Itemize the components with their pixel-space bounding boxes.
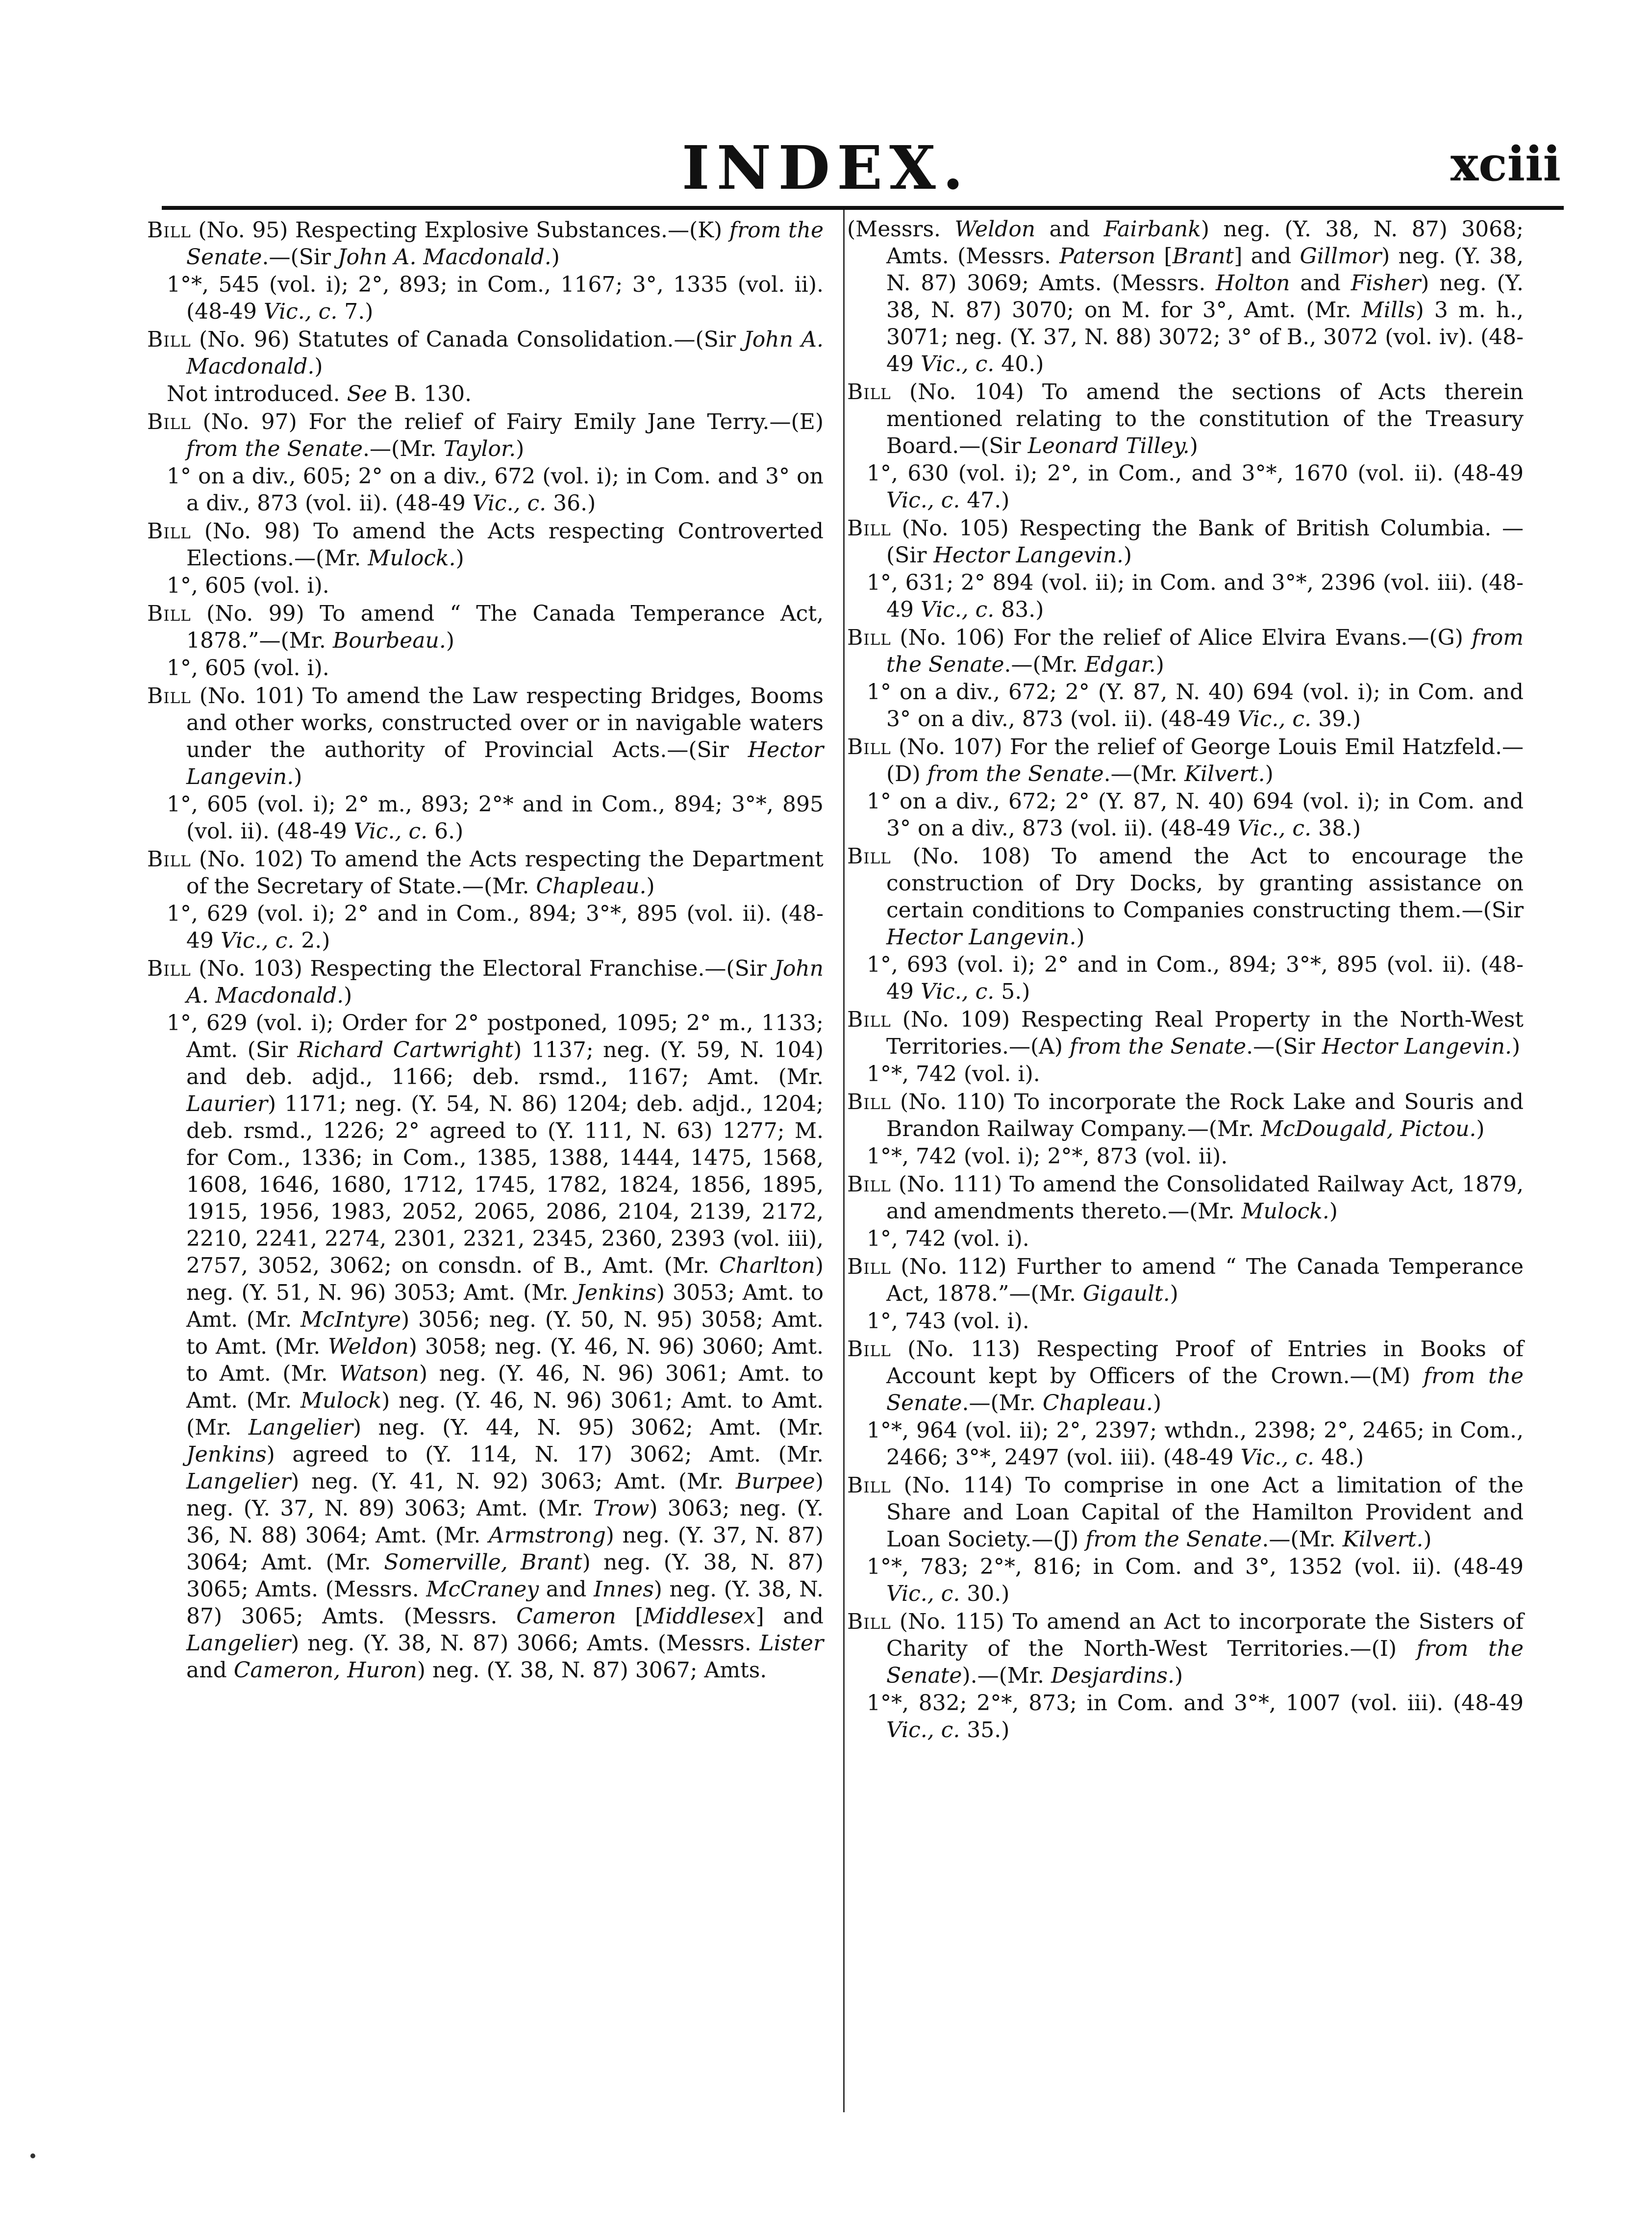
entry-italic-text: Leonard Tilley. [1027,433,1190,458]
entry-text: 1°, 630 (vol. i); 2°, in Com., and 3°*, 1670 (vol. ii). (48-49 [867,461,1524,486]
entry-keyword: Bill [147,683,191,708]
entry-text: (No. 104) To amend the sections of Acts therein mentioned relating to the constitution of the Treasury Board.—(Sir [886,379,1524,458]
entry-text: ) [1076,925,1085,950]
entry-italic-text: Brant [1172,244,1234,269]
index-subentry [847,460,1524,514]
entry-text: ) agreed to (Y. 114, N. 17) 3062; Amt. (Mr. [266,1442,824,1467]
entry-text: (No. 101) To amend the Law respecting Bridges, Booms and other works, constructed over or in navigable waters under the authority of Provincial Acts.—(Sir [186,683,824,762]
entry-italic-text: Laurier [186,1091,268,1116]
entry-keyword: Bill [847,379,891,405]
entry-keyword: Bill [847,625,891,650]
entry-italic-text: Vic., c. [886,1581,960,1606]
entry-italic-text: Vic., c. [264,299,338,324]
header-rule [162,206,1564,210]
entry-text: 1°*, 783; 2°*, 816; in Com. and 3°, 1352 (vol. ii). (48-49 [867,1554,1524,1579]
entry-italic-text: Fairbank [1103,217,1201,242]
entry-italic-text: Weldon [328,1334,409,1359]
index-subentry [147,791,824,845]
index-subentry [847,1417,1524,1471]
entry-italic-text: Vic., c. [886,488,960,513]
index-continuation [847,216,1524,378]
entry-text: 1°*, 545 (vol. i); 2°, 893; in Com., 1167; 3°, 1335 (vol. ii). (48-49 [167,272,824,324]
entry-italic-text: Vic., c. [1240,1445,1314,1470]
entry-text: ).—(Mr. [962,1663,1051,1688]
index-entry [847,1171,1524,1225]
entry-italic-text: Gillmor [1300,244,1382,269]
entry-text: 36.) [546,491,596,516]
entry-text: and [1035,217,1104,242]
entry-text: 83.) [994,597,1044,622]
entry-italic-text: from the Senate [186,436,363,461]
entry-text: ) [516,436,525,461]
entry-italic-text: See [347,381,387,406]
entry-text: 6.) [427,819,464,844]
entry-italic-text: from the Senate [1070,1034,1247,1059]
entry-text: (No. 105) Respecting the Bank of British Columbia. —(Sir [886,516,1524,568]
index-subentry [847,1143,1524,1170]
entry-keyword: Bill [147,847,191,872]
index-entry [147,600,824,654]
entry-text: .—(Mr. [1103,761,1185,786]
entry-text: ) [1329,1199,1338,1224]
entry-keyword: Bill [847,1609,891,1634]
entry-text: 1°*, 832; 2°*, 873; in Com. and 3°*, 1007 (vol. iii). (48-49 [867,1691,1524,1716]
entry-italic-text: Trow [593,1496,650,1521]
entry-text: ) neg. (Y. 46, N. 96) 3061; Amt. to Amt. (Mr. [186,1388,824,1440]
entry-italic-text: from the Senate [886,625,1524,677]
entry-text: (No. 108) To amend the Act to encourage the construction of Dry Docks, by granting assistance on certain conditions to Companies constructing them.—(Sir [886,844,1524,923]
entry-italic-text: Middlesex [643,1604,756,1629]
entry-text: ) [1265,761,1274,786]
entry-text: ) [551,245,560,270]
entry-italic-text: Langelier [186,1631,291,1656]
entry-text: ) [344,983,352,1008]
entry-text: 38.) [1311,816,1361,841]
index-column-left [147,216,824,1684]
entry-text: 48.) [1314,1445,1364,1470]
entry-italic-text: Mills [1361,298,1416,323]
entry-text: (No. 103) Respecting the Electoral Franchise.—(Sir [191,956,775,981]
entry-text: ] and [755,1604,824,1629]
index-subentry [147,572,824,599]
entry-italic-text: Armstrong [488,1523,606,1548]
entry-text: .—(Mr. [1262,1527,1343,1552]
entry-italic-text: Vic., c. [353,819,428,844]
entry-italic-text: Hector Langevin. [186,737,824,789]
entry-text: ] and [1234,244,1300,269]
entry-text: 1°, 693 (vol. i); 2° and in Com., 894; 3°*, 895 (vol. ii). (48-49 [867,952,1524,1004]
entry-keyword: Bill [147,409,191,434]
index-subentry [847,1061,1524,1088]
column-divider [843,210,845,2112]
entry-text: (No. 107) For the relief of George Louis Emil Hatzfeld.—(D) [886,734,1524,786]
entry-keyword: Bill [847,1337,891,1362]
entry-italic-text: Langelier [248,1415,353,1440]
index-subentry [147,463,824,517]
entry-text: ) [1189,433,1198,458]
entry-text: 5.) [994,979,1030,1004]
entry-italic-text: McCraney [426,1577,539,1602]
entry-text: 39.) [1311,707,1361,732]
entry-text: ) neg. (Y. 38, N. 87) 3070; on M. for 3°, Amt. (Mr. [886,271,1524,323]
entry-text: .—(Mr. [363,436,444,461]
entry-text: 47.) [960,488,1010,513]
entry-italic-text: Somerville, Brant [384,1550,582,1575]
entry-italic-text: John A. Macdonald. [337,245,551,270]
entry-italic-text: Kilvert. [1342,1527,1424,1552]
entry-keyword: Bill [847,844,891,869]
entry-text: 1°*, 742 (vol. i). [867,1062,1040,1087]
entry-text: .—(Mr. [962,1391,1043,1416]
entry-italic-text: Cameron, Huron [233,1658,417,1683]
entry-italic-text: Vic., c. [1237,816,1311,841]
entry-text: ) neg. (Y. 38, N. 87) 3065; Amts. (Messrs. [186,1577,824,1629]
entry-text: 1°*, 742 (vol. i); 2°*, 873 (vol. ii). [867,1144,1228,1169]
index-entry [147,217,824,271]
entry-italic-text: from the Senate [927,761,1104,786]
entry-text: ) 3 m. h., 3071; neg. (Y. 37, N. 88) 3072; 3° of B., 3072 (vol. iv). (48-49 [886,298,1524,377]
entry-text: ) neg. (Y. 37, N. 89) 3063; Amt. (Mr. [186,1469,824,1521]
entry-text: 1°, 742 (vol. i). [867,1226,1029,1251]
entry-text: (No. 102) To amend the Acts respecting the Department of the Secretary of State.—(Mr. [186,847,824,899]
entry-text: [ [1155,244,1173,269]
entry-text: ) [1170,1281,1178,1306]
entry-text: ) 1137; neg. (Y. 59, N. 104) and deb. adjd., 1166; deb. rsmd., 1167; Amt. (Mr. [186,1037,824,1089]
entry-italic-text: Lister [759,1631,824,1656]
entry-text: (Messrs. [847,217,955,242]
entry-italic-text: Desjardins. [1051,1663,1175,1688]
index-entry [847,624,1524,678]
entry-text: .—(Mr. [1004,652,1085,677]
page-number: xciii [1450,136,1561,192]
entry-text: B. 130. [387,381,472,406]
entry-text: ) [1152,1391,1162,1416]
entry-text: Not introduced. [167,381,347,406]
entry-keyword: Bill [847,1254,891,1279]
index-subentry [847,569,1524,623]
entry-text: ) neg. (Y. 37, N. 87) 3064; Amt. (Mr. [186,1523,824,1575]
entry-text: (No. 111) To amend the Consolidated Railway Act, 1879, and amendments thereto.—(Mr. [886,1172,1524,1224]
entry-text: .—(Sir [262,245,338,270]
entry-italic-text: Watson [339,1361,419,1386]
index-subentry [147,900,824,954]
entry-italic-text: McDougald, Pictou. [1261,1116,1477,1141]
entry-italic-text: from the Senate [886,1364,1524,1416]
entry-text: ) neg. (Y. 38, N. 87) 3066; Amts. (Messrs. [291,1631,760,1656]
entry-text: ) neg. (Y. 44, N. 95) 3062; Amt. (Mr. [352,1415,824,1440]
entry-italic-text: Vic., c. [920,979,995,1004]
entry-italic-text: Richard Cartwright [297,1037,514,1062]
entry-text: ) neg. (Y. 38, N. 87) 3065; Amts. (Messrs. [186,1550,824,1602]
entry-text: and [186,1658,234,1683]
entry-italic-text: Gigault. [1082,1281,1170,1306]
entry-text: (No. 114) To comprise in one Act a limitation of the Share and Loan Capital of the Hamilton Provident and Loan Society.—(J) [886,1473,1524,1552]
entry-text: 1°, 629 (vol. i); 2° and in Com., 894; 3°*, 895 (vol. ii). (48-49 [167,901,824,953]
index-entry [847,734,1524,787]
entry-text: 1°, 631; 2° 894 (vol. ii); in Com. and 3°*, 2396 (vol. iii). (48-49 [867,570,1524,622]
entry-italic-text: Burpee [735,1469,815,1494]
entry-text: ) 1171; neg. (Y. 54, N. 86) 1204; deb. adjd., 1204; deb. rsmd., 1226; 2° agreed to (Y. 111, N. 63) 1277; M. for Com., 1336; in Com., 1385, 1388, 1444, 1475, 1568, 1608, 1646, 1680, 1712, 1745, 1782, 1824, 1856, 1895, 1915, 1956, 1983, 2052, 2065, 2086, 2104, 2139, 2172, 2210, 2241, 2274, 2301, 2321, 2345, 2360, 2393 (vol. iii), 2757, 3052, 3062; on consdn. of B., Amt. (Mr. [186,1091,824,1278]
entry-keyword: Bill [847,734,891,759]
index-subentry [147,655,824,682]
entry-italic-text: from the Senate [886,1636,1524,1688]
index-entry [847,379,1524,459]
stray-dot [30,2153,35,2158]
entry-italic-text: Bourbeau. [332,628,446,653]
entry-text: 1°*, 964 (vol. ii); 2°, 2397; wthdn., 2398; 2°, 2465; in Com., 2466; 3°*, 2497 (vol. iii). (48-49 [867,1418,1524,1470]
entry-text: ) [1155,652,1164,677]
entry-italic-text: Hector Langevin. [886,925,1076,950]
index-subentry [147,1010,824,1684]
entry-text: 1° on a div., 672; 2° (Y. 87, N. 40) 694 (vol. i); in Com. and 3° on a div., 873 (vol. ii). (48-49 [867,680,1524,732]
entry-keyword: Bill [147,601,191,626]
entry-text: ) [314,354,323,379]
entry-text: ) [1512,1034,1521,1059]
index-subentry [847,788,1524,842]
entry-text: 1°, 605 (vol. i); 2° m., 893; 2°* and in Com., 894; 3°*, 895 (vol. ii). (48-49 [167,792,824,844]
index-subentry [147,380,824,407]
entry-text: 2.) [294,928,330,953]
index-subentry [847,1308,1524,1335]
entry-keyword: Bill [847,1473,891,1498]
index-entry [847,1006,1524,1060]
entry-text: ) neg. (Y. 38, N. 87) 3069; Amts. (Messrs. [886,244,1524,296]
entry-text: and [539,1577,594,1602]
index-subentry [847,1553,1524,1607]
entry-italic-text: Hector Langevin. [1322,1034,1512,1059]
entry-text: 30.) [960,1581,1010,1606]
entry-italic-text: Taylor. [443,436,516,461]
index-subentry [847,1690,1524,1744]
entry-italic-text: Vic., c. [1237,707,1311,732]
entry-keyword: Bill [147,218,191,243]
entry-italic-text: John A. Macdonald. [186,327,824,379]
entry-text: ) [1174,1663,1183,1688]
entry-keyword: Bill [147,956,191,981]
entry-italic-text: Cameron [516,1604,616,1629]
index-entry [847,1253,1524,1307]
entry-keyword: Bill [147,519,191,544]
entry-text: 7.) [337,299,374,324]
entry-text: (No. 95) Respecting Explosive Substances.—(K) [191,218,729,243]
entry-italic-text: from the Senate [186,218,824,270]
entry-text: and [1290,271,1351,296]
entry-text: ) [446,628,454,653]
entry-italic-text: Holton [1216,271,1290,296]
entry-text: ) neg. (Y. 38, N. 87) 3068; Amts. (Messrs. [886,217,1524,269]
entry-text: 1°, 605 (vol. i). [167,573,329,598]
index-entry [847,1336,1524,1417]
entry-text: 1° on a div., 605; 2° on a div., 672 (vol. i); in Com. and 3° on a div., 873 (vol. ii). (48-49 [167,464,824,516]
entry-italic-text: McIntyre [300,1307,401,1332]
entry-italic-text: from the Senate [1085,1527,1262,1552]
entry-italic-text: Paterson [1059,244,1156,269]
entry-text: ) neg. (Y. 51, N. 96) 3053; Amt. (Mr. [186,1253,824,1305]
index-entry [847,1088,1524,1142]
entry-text: 40.) [994,352,1044,377]
index-subentry [847,951,1524,1005]
entry-text: (No. 97) For the relief of Fairy Emily Jane Terry.—(E) [191,409,824,434]
entry-italic-text: Weldon [954,217,1036,242]
index-entry [147,683,824,790]
entry-text: ) neg. (Y. 41, N. 92) 3063; Amt. (Mr. [291,1469,736,1494]
entry-text: 1°, 629 (vol. i); Order for 2° postponed, 1095; 2° m., 1133; Amt. (Sir [167,1011,824,1062]
entry-italic-text: Innes [594,1577,654,1602]
entry-italic-text: Vic., c. [886,1718,960,1743]
entry-italic-text: Jenkins [576,1280,657,1305]
index-entry [847,1472,1524,1553]
entry-text: [ [616,1604,644,1629]
entry-text: 35.) [960,1718,1010,1743]
entry-italic-text: Edgar. [1084,652,1156,677]
index-entry [847,515,1524,569]
entry-text: ) 3056; neg. (Y. 50, N. 95) 3058; Amt. to Amt. (Mr. [186,1307,824,1359]
index-entry [147,955,824,1009]
entry-italic-text: Vic., c. [920,597,995,622]
entry-italic-text: John A. Macdonald. [186,956,824,1008]
entry-italic-text: Vic., c. [920,352,995,377]
entry-italic-text: Hector Langevin. [933,543,1124,568]
index-entry [147,846,824,900]
entry-text: (No. 110) To incorporate the Rock Lake and Souris and Brandon Railway Company.—(Mr. [886,1089,1524,1141]
entry-text: ) [1123,543,1132,568]
page-title: INDEX. [681,132,971,203]
entry-italic-text: Vic., c. [472,491,547,516]
entry-italic-text: Chapleau. [1042,1391,1153,1416]
entry-text: ) [455,546,464,571]
entry-text: 1°, 743 (vol. i). [867,1309,1029,1334]
entry-italic-text: Mulock. [368,546,456,571]
index-entry [847,1608,1524,1689]
entry-italic-text: Mulock. [1241,1199,1329,1224]
entry-italic-text: Chapleau. [536,874,647,899]
entry-text: 1° on a div., 672; 2° (Y. 87, N. 40) 694 (vol. i); in Com. and 3° on a div., 873 (vol. ii). (48-49 [867,789,1524,841]
entry-text: (No. 112) Further to amend “ The Canada Temperance Act, 1878.”—(Mr. [886,1254,1524,1306]
entry-keyword: Bill [147,327,191,352]
entry-text: ) 3063; neg. (Y. 36, N. 88) 3064; Amt. (Mr. [186,1496,824,1548]
index-entry [147,326,824,380]
entry-italic-text: Kilvert. [1184,761,1265,786]
entry-text: ) neg. (Y. 38, N. 87) 3067; Amts. [417,1658,767,1683]
index-entry [147,408,824,462]
entry-text: ) [294,764,302,789]
entry-italic-text: Jenkins [186,1442,267,1467]
entry-text: (No. 113) Respecting Proof of Entries in Books of Account kept by Officers of the Crown.—(M) [886,1337,1524,1389]
index-entry [847,843,1524,951]
entry-italic-text: Langelier [186,1469,291,1494]
entry-italic-text: Charlton [719,1253,815,1278]
index-entry [147,518,824,572]
entry-text: (No. 98) To amend the Acts respecting Controverted Elections.—(Mr. [186,519,824,571]
index-subentry [147,271,824,325]
entry-keyword: Bill [847,1007,891,1032]
entry-text: (No. 106) For the relief of Alice Elvira Evans.—(G) [891,625,1472,650]
entry-text: (No. 99) To amend “ The Canada Temperance Act, 1878.”—(Mr. [186,601,824,653]
entry-text: 1°, 605 (vol. i). [167,656,329,681]
entry-text: ) neg. (Y. 46, N. 96) 3061; Amt. to Amt. (Mr. [186,1361,824,1413]
index-subentry [847,679,1524,733]
entry-text: (No. 96) Statutes of Canada Consolidation.—(Sir [191,327,744,352]
entry-text: ) 3053; Amt. to Amt. (Mr. [186,1280,824,1332]
entry-text: (No. 115) To amend an Act to incorporate the Sisters of Charity of the North-West Territories.—(I) [886,1609,1524,1661]
entry-italic-text: Mulock [300,1388,382,1413]
entry-keyword: Bill [847,1089,891,1114]
entry-italic-text: Vic., c. [220,928,295,953]
entry-text: ) [1423,1527,1432,1552]
entry-italic-text: Fisher [1351,271,1421,296]
index-column-right [847,216,1524,1744]
entry-keyword: Bill [847,516,891,541]
entry-text: .—(Sir [1246,1034,1322,1059]
index-subentry [847,1225,1524,1252]
entry-text: (No. 109) Respecting Real Property in the North-West Territories.—(A) [886,1007,1524,1059]
entry-text: ) 3058; neg. (Y. 46, N. 96) 3060; Amt. to Amt. (Mr. [186,1334,824,1386]
entry-text: ) [1476,1116,1485,1141]
entry-text: ) [646,874,655,899]
entry-keyword: Bill [847,1172,891,1197]
